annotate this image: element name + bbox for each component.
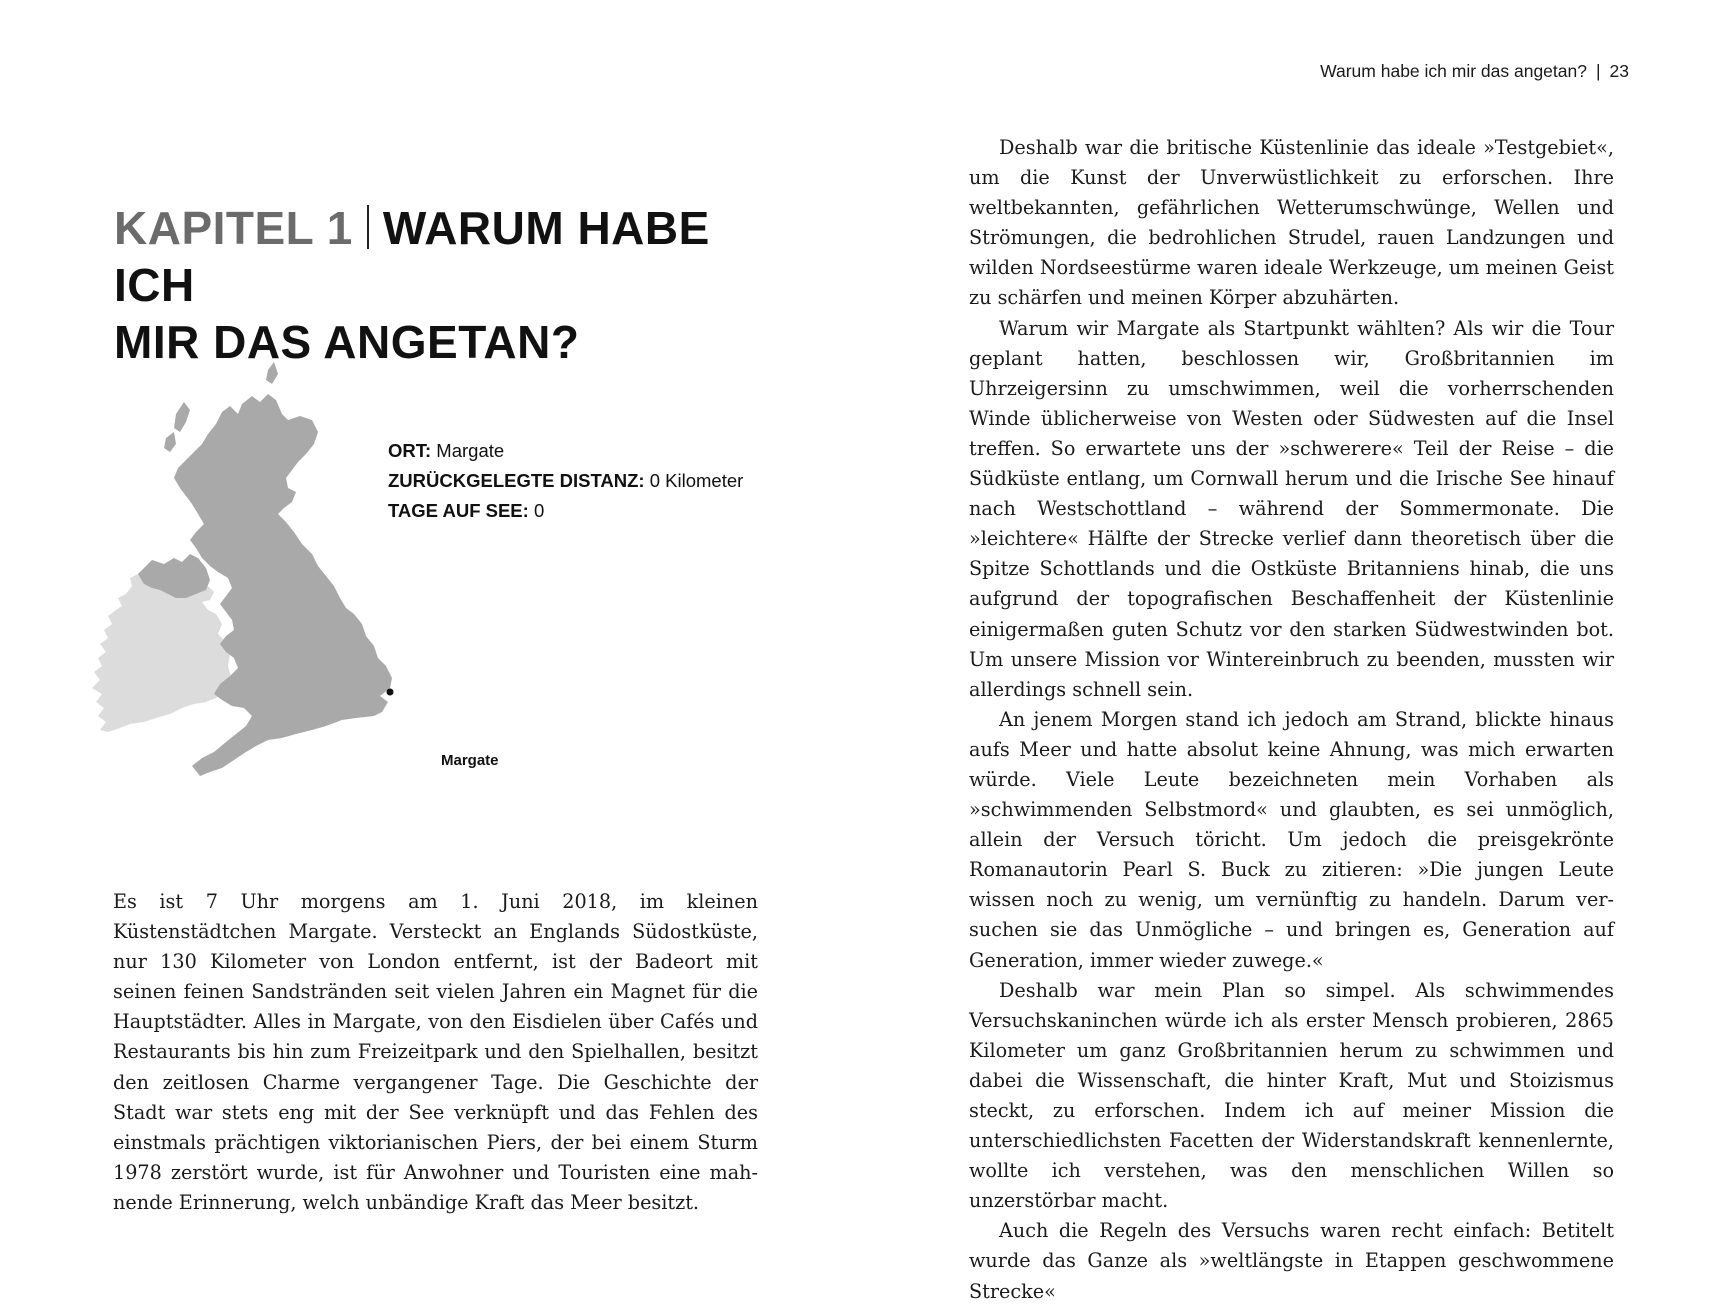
journey-info bbox=[388, 436, 743, 526]
running-head-separator: | bbox=[1595, 61, 1601, 81]
margate-marker bbox=[387, 689, 394, 696]
running-head bbox=[1320, 61, 1629, 82]
right-paragraph-3: An jenem Morgen stand ich jedoch am Strand, blickte hinaus aufs Meer und hatte absolut keine Ahnung, was mich erwarten würde. Viele Leute bezeichneten mein Vorhaben als »schwimmenden Selbstmord« und glaubten, es sei unmöglich, allein der Versuch töricht. Um jedoch die preisgekrönte Romanautorin Pearl S. Buck zu zitieren: »Die jungen Leute wissen noch zu wenig, um vernünftig zu handeln. Darum versuchen sie das Unmögliche – und bringen es, Generation auf Generation, immer wieder zuwege.« bbox=[969, 707, 1614, 972]
chapter-title-line1: WARUM HABE ICH bbox=[114, 202, 710, 311]
great-britain-shape bbox=[174, 362, 392, 776]
uk-map bbox=[56, 362, 476, 842]
chapter-title bbox=[114, 200, 774, 371]
right-paragraph-2: Warum wir Margate als Startpunkt wählten? Als wir die Tour geplant hatten, beschlossen wir, Großbritannien im Uhrzeigersinn zu umschwimmen, weil die vorherrschenden Winde üblicherweise von Westen oder Südwesten auf die Insel treffen. So erwartete uns der »schwerere« Teil der Reise – die Südküste entlang, um Cornwall herum und die Irische See hinauf nach Westschottland – während der Sommermonate. Die »leichtere« Hälfte der Strecke verlief dann theoretisch über die Spitze Schottlands und die Ostküste Britanniens hinab, die uns aufgrund der topografischen Beschaffenheit der Küstenlinie einigermaßen guten Schutz vor den starken Südwestwinden bot. Um unsere Mission vor Wintereinbruch zu beenden, mussten wir allerdings schnell sein. bbox=[969, 316, 1614, 701]
right-body-text bbox=[969, 133, 1614, 1307]
map-location-label: Margate bbox=[441, 752, 499, 769]
right-paragraph-5: Auch die Regeln des Versuchs waren recht einfach: Betitelt wurde das Ganze als »weltlängste in Etappen geschwommene Strecke« bbox=[969, 1219, 1614, 1303]
left-page bbox=[0, 0, 856, 1270]
title-divider bbox=[367, 205, 369, 249]
hebrides-shape bbox=[164, 402, 190, 452]
page-number: 23 bbox=[1609, 61, 1629, 81]
info-tage: TAGE AUF SEE: 0 bbox=[388, 500, 545, 521]
right-paragraph-1: Deshalb war die britische Küstenlinie das ideale »Testgebiet«, um die Kunst der Unverwüstlichkeit zu erforschen. Ihre weltbekannten, gefährlichen Wetterumschwünge, Wellen und Strömungen, die bedrohlichen Strudel, rauen Landzungen und wilden Nordseestürme waren ideale Werkzeuge, um meinen Geist zu schärfen und meinen Körper abzuhärten. bbox=[969, 136, 1614, 310]
running-head-title: Warum habe ich mir das angetan? bbox=[1320, 61, 1587, 81]
chapter-title-line2: MIR DAS ANGETAN? bbox=[114, 316, 580, 368]
right-page bbox=[856, 0, 1713, 1303]
left-body-text bbox=[113, 887, 758, 1218]
info-ort: ORT: Margate bbox=[388, 440, 505, 461]
uk-map-graphic bbox=[56, 362, 476, 842]
info-distanz: ZURÜCKGELEGTE DISTANZ: 0 Kilometer bbox=[388, 470, 744, 491]
chapter-number: KAPITEL 1 bbox=[114, 202, 353, 254]
right-paragraph-4: Deshalb war mein Plan so simpel. Als schwimmendes Versuchskaninchen würde ich als erster Mensch probieren, 2865 Kilometer um ganz Großbritannien herum zu schwimmen und dabei die Wissenschaft, die hinter Kraft, Mut und Stoizismus steckt, zu erforschen. Indem ich auf meiner Mission die unterschiedlichsten Facetten der Widerstandskraft kennenlernte, wollte ich verstehen, was den menschlichen Willen so unzerstörbar macht. bbox=[969, 978, 1614, 1213]
left-paragraph-1: Es ist 7 Uhr morgens am 1. Juni 2018, im kleinen Küstenstädtchen Margate. Versteckt an Englands Südostküste, nur 130 Kilometer von London entfernt, ist der Badeort mit seinen feinen Sandstränden seit vielen Jahren ein Magnet für die Hauptstädter. Alles in Margate, von den Eisdielen über Cafés und Restaurants bis hin zum Freizeitpark und den Spielhallen, besitzt den zeitlosen Charme vergangener Tage. Die Geschichte der Stadt war stets eng mit der See verknüpft und das Fehlen des einstmals prächtigen viktorianischen Piers, der bei einem Sturm 1978 zerstört wurde, ist für Anwohner und Touristen eine mahnende Erinnerung, welch unbändige Kraft das Meer besitzt. bbox=[113, 890, 758, 1214]
